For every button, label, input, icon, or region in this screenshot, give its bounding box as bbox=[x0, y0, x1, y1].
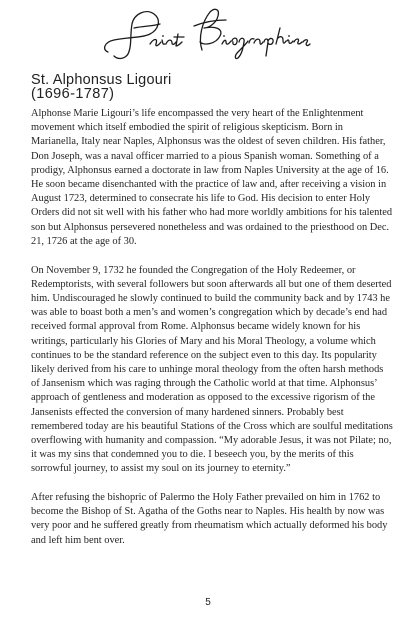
script-lettering-graphic bbox=[98, 4, 322, 62]
page-number: 5 bbox=[205, 597, 211, 608]
saint-years: (1696-1787) bbox=[31, 86, 115, 102]
paragraph: On November 9, 1732 he founded the Congregation of the Holy Redeemer, or Redemptorists, with several followers but soon afterwards all but one of them deserted him. Undiscouraged he slowly continued to build the community back and by 1743 he was able to boast both a men’s and women’s congregation which by decade’s end had received formal approval from Rome. Alphonsus became widely known for his writings, particularly his Glories of Mary and his Moral Theology, a volume which continues to be the standard reference on the subject even to this day. Its popularity likely derived from his care to unhinge moral theology from the often harsh methods of Jansenism which was raging through the Catholic world at that time. Alphonsus’ approach of gentleness and moderation as opposed to the excessive rigorism of the Jansenists effected the conversion of many hardened sinners. Probably best remembered today are his beautiful Stations of the Cross which are soulful meditations overflowing with humanity and compassion. “My adorable Jesus, it was not Pilate; no, it was my sins that condemned you to die. I beseech you, by the merits of this sorrowful journey, to assist my soul on its journey to eternity.” bbox=[31, 264, 393, 475]
saint-heading bbox=[31, 73, 391, 101]
script-title-logo bbox=[98, 4, 322, 62]
saint-name: St. Alphonsus Ligouri bbox=[31, 72, 172, 88]
paragraph: After refusing the bishopric of Palermo the Holy Father prevailed on him in 1762 to become the Bishop of St. Agatha of the Goths near to Naples. His health by now was very poor and he suffered greatly from rheumatism which actually deformed his body and left him bent over. bbox=[31, 492, 388, 546]
biography-body bbox=[31, 107, 393, 562]
paragraph: Alphonse Marie Ligouri’s life encompassed the very heart of the Enlightenment movement which itself embodied the spirit of religious skepticism. Born in Marianella, Italy near Naples, Alphonsus was the oldest of seven children. His father, Don Joseph, was a naval officer married to a pious Spanish woman. Something of a prodigy, Alphonsus earned a doctorate in law from Naples University at the age of 16. He soon became disenchanted with the practice of law and, after receiving a vision in August 1723, determined to consecrate his life to God. His decision to enter Holy Orders did not sit well with his father who had more worldly ambitions for his talented son but Alphonsus persevered nonetheless and was ordained to the priesthood on Dec. 21, 1726 at the age of 30. bbox=[31, 108, 393, 247]
